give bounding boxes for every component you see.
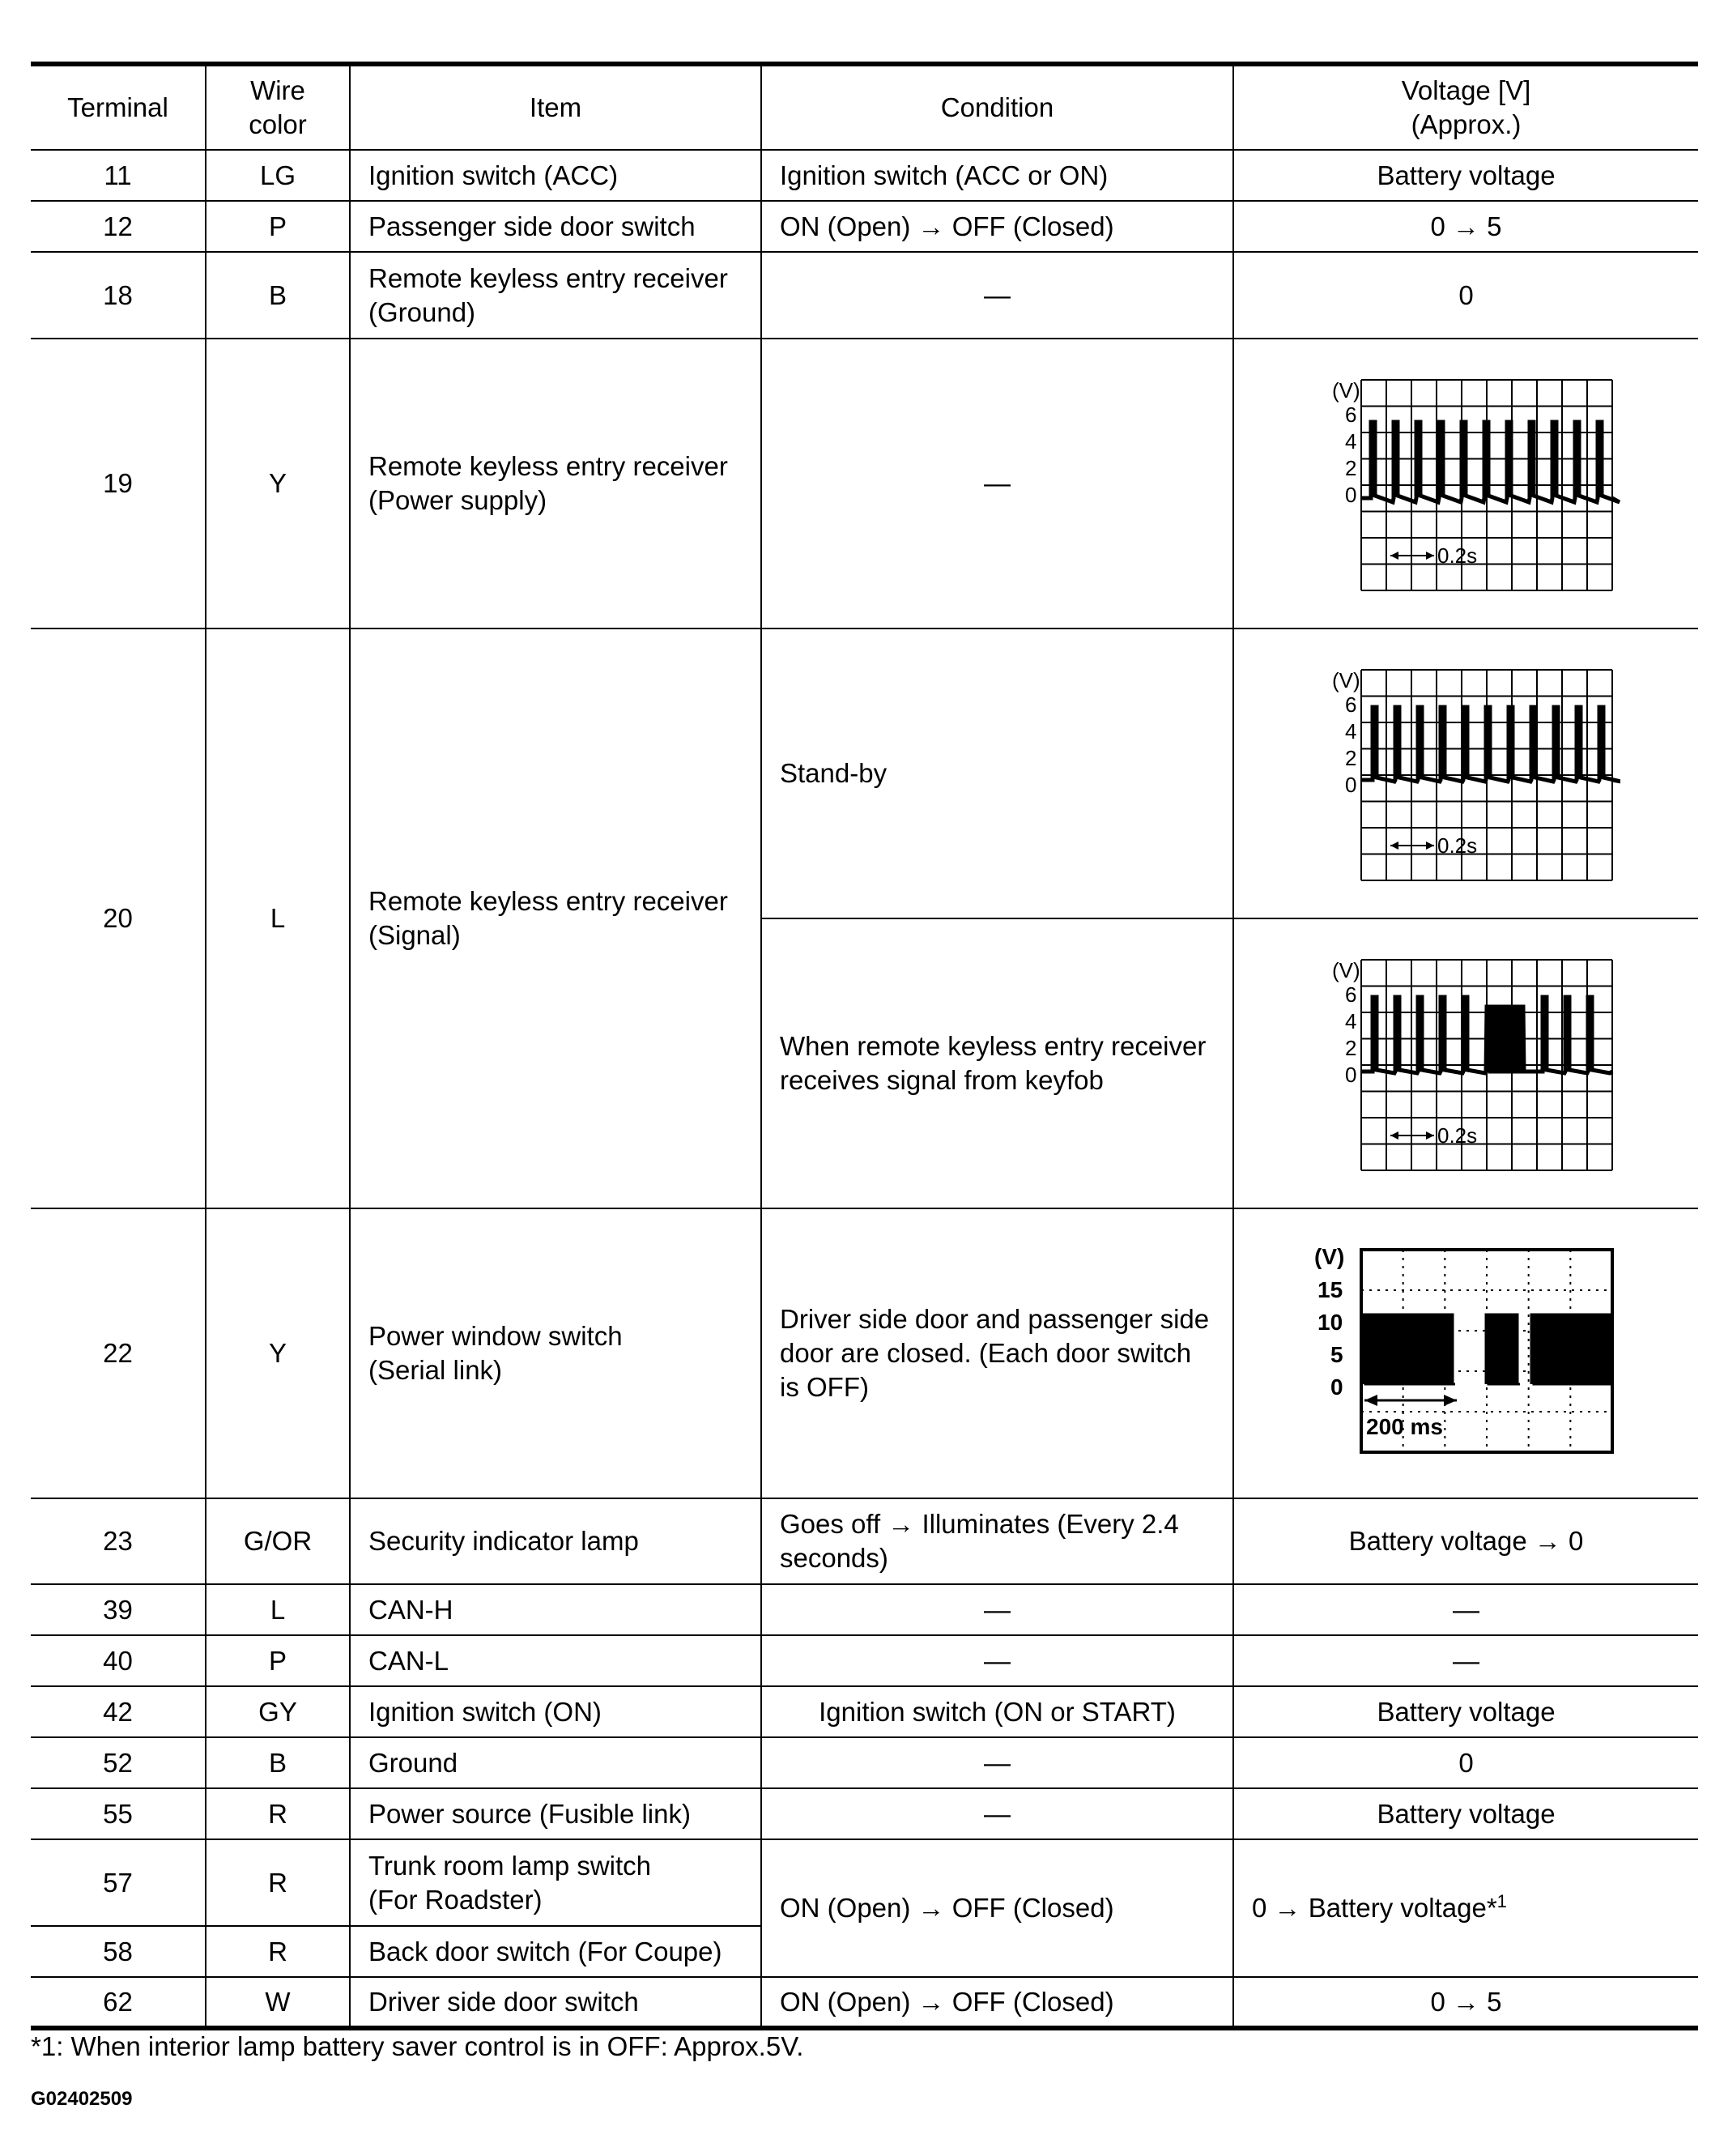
- arrow-head: [1390, 552, 1398, 560]
- tick-label: 15: [1317, 1277, 1343, 1302]
- wire-cell: R: [206, 1926, 350, 1977]
- header-terminal: Terminal: [31, 64, 206, 150]
- table-row: [31, 1977, 1698, 2028]
- terminal-cell: 62: [31, 1977, 206, 2028]
- arrow-head: [1426, 842, 1434, 850]
- tick-label: 0: [1344, 773, 1356, 797]
- table-row: [31, 1737, 1698, 1788]
- voltage-cell: 0: [1233, 252, 1698, 339]
- wire-cell: R: [206, 1839, 350, 1926]
- item-cell: CAN-H: [350, 1584, 761, 1635]
- wire-cell: W: [206, 1977, 350, 2028]
- tick-label: 4: [1344, 1009, 1356, 1033]
- table-row: [31, 1635, 1698, 1686]
- wire-cell: L: [206, 1584, 350, 1635]
- table-row: [31, 628, 1698, 918]
- terminal-table: [31, 62, 1698, 2030]
- tick-label: 0: [1330, 1374, 1343, 1400]
- voltage-cell: Battery voltage: [1233, 1686, 1698, 1737]
- condition-cell: Driver side door and passenger side door are closed. (Each door switch is OFF): [761, 1208, 1233, 1498]
- table-row: [31, 339, 1698, 628]
- tick-label: 2: [1344, 1036, 1356, 1060]
- terminal-cell: 55: [31, 1788, 206, 1839]
- wire-cell: B: [206, 252, 350, 339]
- footnote: *1: When interior lamp battery saver control is in OFF: Approx.5V.: [31, 2031, 804, 2061]
- tick-label: 6: [1344, 982, 1356, 1007]
- condition-cell: —: [761, 1635, 1233, 1686]
- arrow-head: [1426, 552, 1434, 560]
- item-cell: Passenger side door switch: [350, 201, 761, 252]
- header-item: Item: [350, 64, 761, 150]
- tick-label: 4: [1344, 429, 1356, 454]
- tick-label: 6: [1344, 403, 1356, 427]
- voltage-cell: [1233, 918, 1698, 1208]
- condition-cell: When remote keyless entry receiver receives signal from keyfob: [761, 918, 1233, 1208]
- terminal-cell: 23: [31, 1498, 206, 1584]
- header-wire-color: Wire color: [206, 64, 350, 150]
- voltage-cell: —: [1233, 1584, 1698, 1635]
- time-scale-label: 0.2s: [1437, 1123, 1477, 1148]
- wire-cell: G/OR: [206, 1498, 350, 1584]
- item-cell: Remote keyless entry receiver (Signal): [350, 628, 761, 1208]
- condition-cell: ON (Open) → OFF (Closed): [761, 1977, 1233, 2028]
- voltage-cell: 0: [1233, 1737, 1698, 1788]
- condition-cell: —: [761, 1584, 1233, 1635]
- condition-cell: ON (Open) → OFF (Closed): [761, 201, 1233, 252]
- serial-link-waveform: [1313, 1240, 1620, 1467]
- wire-cell: B: [206, 1737, 350, 1788]
- terminal-cell: 39: [31, 1584, 206, 1635]
- arrow-head: [1390, 842, 1398, 850]
- voltage-text: 0 → Battery voltage*: [1252, 1893, 1497, 1923]
- condition-cell: Goes off → Illuminates (Every 2.4 seconds): [761, 1498, 1233, 1584]
- voltage-cell: Battery voltage: [1233, 150, 1698, 201]
- tick-label: 10: [1317, 1310, 1343, 1335]
- footnote-ref: 1: [1496, 1891, 1507, 1911]
- terminal-cell: 20: [31, 628, 206, 1208]
- tick-label: 6: [1344, 692, 1356, 717]
- voltage-cell: 0 → 5: [1233, 201, 1698, 252]
- table-row: [31, 1788, 1698, 1839]
- voltage-cell: [1233, 339, 1698, 628]
- terminal-cell: 22: [31, 1208, 206, 1498]
- time-scale-label: 0.2s: [1437, 543, 1477, 568]
- wire-cell: P: [206, 1635, 350, 1686]
- header-condition: Condition: [761, 64, 1233, 150]
- tick-label: 0: [1344, 1063, 1356, 1087]
- terminal-cell: 40: [31, 1635, 206, 1686]
- waveform-trace: [1361, 422, 1620, 502]
- table-row: [31, 252, 1698, 339]
- standby-signal-waveform: [1313, 660, 1620, 887]
- tick-label: 0: [1344, 483, 1356, 507]
- tick-label: 2: [1344, 456, 1356, 480]
- terminal-cell: 58: [31, 1926, 206, 1977]
- table-row: [31, 1208, 1698, 1498]
- arrow-head: [1444, 1395, 1457, 1406]
- terminal-cell: 11: [31, 150, 206, 201]
- unit-label: (V): [1331, 958, 1360, 982]
- table-row: [31, 1584, 1698, 1635]
- terminal-cell: 18: [31, 252, 206, 339]
- voltage-cell: —: [1233, 1635, 1698, 1686]
- unit-label: (V): [1331, 378, 1360, 403]
- wire-cell: Y: [206, 339, 350, 628]
- arrow-head: [1390, 1131, 1398, 1140]
- item-cell: Remote keyless entry receiver (Ground): [350, 252, 761, 339]
- voltage-cell: 0 → 5: [1233, 1977, 1698, 2028]
- item-cell: Ground: [350, 1737, 761, 1788]
- time-scale-label: 200 ms: [1365, 1414, 1443, 1439]
- item-cell: CAN-L: [350, 1635, 761, 1686]
- table-row: [31, 1498, 1698, 1584]
- item-cell: Driver side door switch: [350, 1977, 761, 2028]
- wire-cell: Y: [206, 1208, 350, 1498]
- tick-label: 4: [1344, 719, 1356, 744]
- terminal-cell: 42: [31, 1686, 206, 1737]
- voltage-cell: [1233, 628, 1698, 918]
- item-cell: Remote keyless entry receiver (Power supply): [350, 339, 761, 628]
- table-row: [31, 1686, 1698, 1737]
- document-code: G02402509: [31, 2088, 133, 2110]
- voltage-cell: [1233, 1208, 1698, 1498]
- keyfob-signal-waveform: [1313, 950, 1620, 1177]
- unit-label: (V): [1331, 668, 1360, 692]
- voltage-cell: [1233, 1839, 1698, 1977]
- voltage-cell: Battery voltage → 0: [1233, 1498, 1698, 1584]
- power-supply-waveform: [1313, 370, 1620, 597]
- item-cell: Security indicator lamp: [350, 1498, 761, 1584]
- condition-cell: Stand-by: [761, 628, 1233, 918]
- condition-cell: —: [761, 339, 1233, 628]
- time-scale-label: 0.2s: [1437, 833, 1477, 858]
- wire-cell: GY: [206, 1686, 350, 1737]
- wire-cell: L: [206, 628, 350, 1208]
- item-cell: Power source (Fusible link): [350, 1788, 761, 1839]
- header-voltage: Voltage [V] (Approx.): [1233, 64, 1698, 150]
- condition-cell: —: [761, 252, 1233, 339]
- condition-cell: —: [761, 1737, 1233, 1788]
- terminal-cell: 19: [31, 339, 206, 628]
- unit-label: (V): [1313, 1244, 1344, 1269]
- item-cell: Power window switch (Serial link): [350, 1208, 761, 1498]
- wire-cell: LG: [206, 150, 350, 201]
- table-row: [31, 1839, 1698, 1926]
- condition-cell: Ignition switch (ON or START): [761, 1686, 1233, 1737]
- waveform-trace: [1363, 1314, 1614, 1384]
- tick-label: 2: [1344, 746, 1356, 770]
- header-row: [31, 64, 1698, 150]
- item-cell: Back door switch (For Coupe): [350, 1926, 761, 1977]
- item-cell: Ignition switch (ACC): [350, 150, 761, 201]
- tick-label: 5: [1330, 1342, 1343, 1367]
- condition-cell: Ignition switch (ACC or ON): [761, 150, 1233, 201]
- wire-cell: R: [206, 1788, 350, 1839]
- waveform-trace: [1361, 707, 1620, 782]
- wire-cell: P: [206, 201, 350, 252]
- item-cell: Ignition switch (ON): [350, 1686, 761, 1737]
- arrow-head: [1364, 1395, 1377, 1406]
- condition-cell: ON (Open) → OFF (Closed): [761, 1839, 1233, 1977]
- terminal-cell: 12: [31, 201, 206, 252]
- terminal-cell: 57: [31, 1839, 206, 1926]
- arrow-head: [1426, 1131, 1434, 1140]
- terminal-cell: 52: [31, 1737, 206, 1788]
- table-row: [31, 150, 1698, 201]
- waveform-trace: [1361, 997, 1612, 1073]
- voltage-cell: Battery voltage: [1233, 1788, 1698, 1839]
- item-cell: Trunk room lamp switch (For Roadster): [350, 1839, 761, 1926]
- condition-cell: —: [761, 1788, 1233, 1839]
- table-row: [31, 201, 1698, 252]
